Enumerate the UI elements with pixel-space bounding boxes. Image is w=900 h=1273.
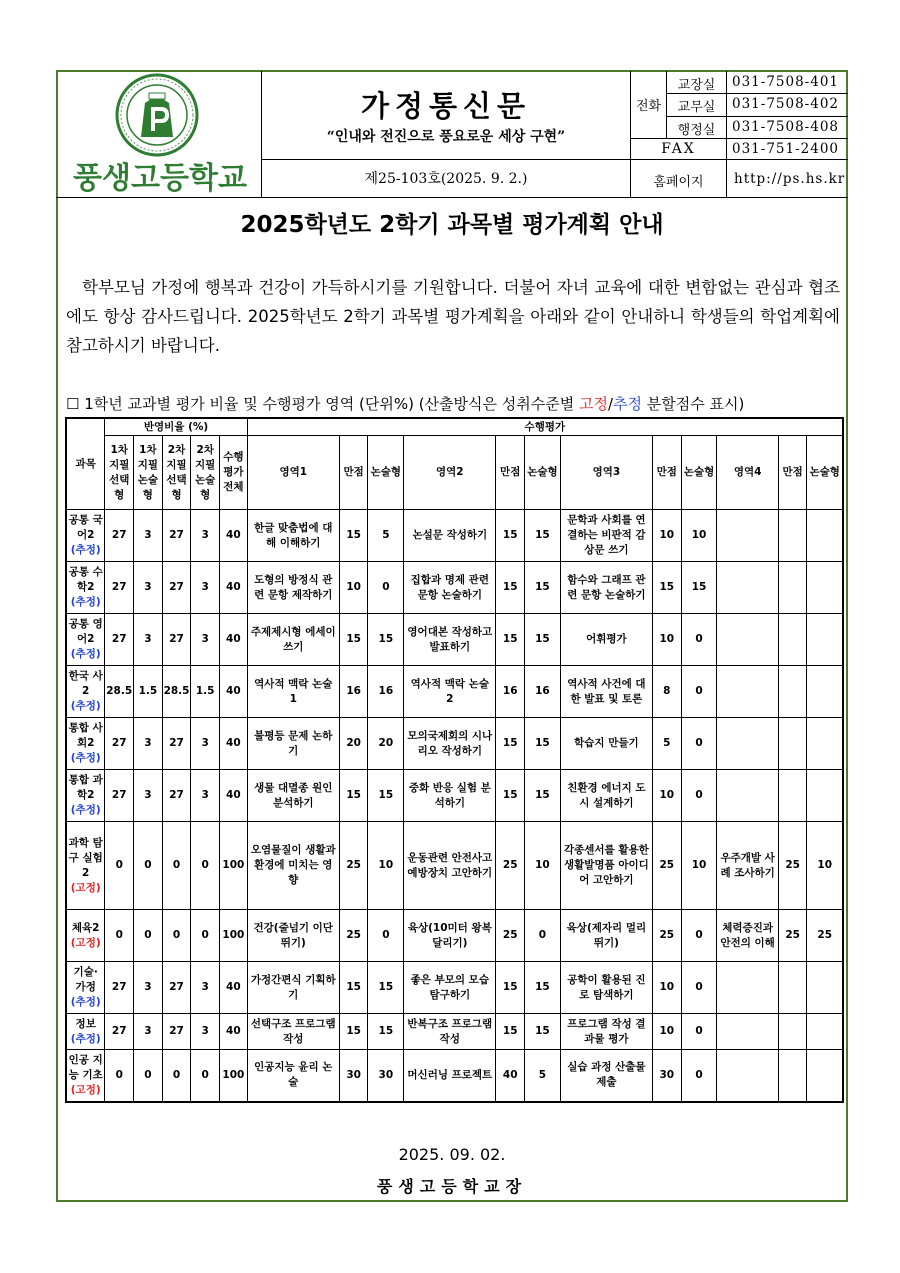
area-cell xyxy=(717,614,778,666)
header-ratio: 1차 지필 선택형 xyxy=(105,436,134,510)
section-heading xyxy=(66,393,856,414)
essay-cell: 0 xyxy=(681,614,717,666)
contact-label: 행정실 xyxy=(677,123,716,138)
header-ratio-group: 반영비율 (%) xyxy=(105,418,247,436)
phone-label: 전화 xyxy=(635,99,662,114)
table-row xyxy=(66,822,843,910)
header-essay: 논술형 xyxy=(681,436,717,510)
essay-cell xyxy=(807,1050,843,1102)
area-cell xyxy=(717,510,778,562)
score-cell: 25 xyxy=(496,822,525,910)
essay-cell: 10 xyxy=(681,822,717,910)
area-cell: 학습지 만들기 xyxy=(560,718,652,770)
subject-name: 과학 탐구 실험2 xyxy=(68,836,103,879)
area-cell: 문학과 사회를 연결하는 비판적 감상문 쓰기 xyxy=(560,510,652,562)
ratio-cell: 27 xyxy=(162,770,191,822)
area-cell xyxy=(717,718,778,770)
ratio-cell: 3 xyxy=(191,718,220,770)
score-cell xyxy=(778,1014,807,1050)
score-cell: 15 xyxy=(339,770,368,822)
area-cell: 공학이 활용된 진로 탐색하기 xyxy=(560,962,652,1014)
signer: 풍생고등학교장 xyxy=(376,1177,528,1196)
header-subject: 과목 xyxy=(66,418,105,510)
ratio-cell: 27 xyxy=(162,962,191,1014)
score-cell: 25 xyxy=(652,910,681,962)
ratio-cell: 0 xyxy=(105,822,134,910)
score-cell xyxy=(778,770,807,822)
essay-cell: 0 xyxy=(681,666,717,718)
header-score: 만점 xyxy=(652,436,681,510)
fixed-label: 고정 xyxy=(578,395,608,413)
area-cell: 운동관련 안전사고 예방장치 고안하기 xyxy=(404,822,496,910)
essay-cell: 0 xyxy=(681,770,717,822)
ratio-cell: 0 xyxy=(162,910,191,962)
header-score: 만점 xyxy=(496,436,525,510)
subject-name: 기술· 가정 xyxy=(73,966,98,993)
calc-mode: (추정) xyxy=(70,700,101,712)
essay-cell: 15 xyxy=(368,614,404,666)
header-divider xyxy=(726,71,727,197)
score-cell: 25 xyxy=(778,822,807,910)
ratio-cell: 100 xyxy=(220,822,248,910)
ratio-cell: 100 xyxy=(220,1050,248,1102)
ratio-cell: 1.5 xyxy=(191,666,220,718)
score-cell: 15 xyxy=(496,510,525,562)
ratio-cell: 3 xyxy=(134,770,163,822)
area-cell: 모의국제회의 시나리오 작성하기 xyxy=(404,718,496,770)
newsletter-title: 가정통신문 xyxy=(360,89,532,123)
ratio-cell: 27 xyxy=(162,562,191,614)
area-cell: 한글 맞춤법에 대해 이해하기 xyxy=(247,510,339,562)
header-ratio: 수행 평가 전체 xyxy=(220,436,248,510)
table-row xyxy=(66,1050,843,1102)
ratio-cell: 40 xyxy=(220,1014,248,1050)
ratio-cell: 0 xyxy=(162,1050,191,1102)
ratio-cell: 3 xyxy=(191,770,220,822)
area-cell: 중화 반응 실험 분석하기 xyxy=(404,770,496,822)
area-cell: 영어대본 작성하고 발표하기 xyxy=(404,614,496,666)
header-performance-group: 수행평가 xyxy=(247,418,843,436)
ratio-cell: 27 xyxy=(162,614,191,666)
ratio-cell: 3 xyxy=(191,510,220,562)
ratio-cell: 0 xyxy=(191,822,220,910)
area-cell: 어휘평가 xyxy=(560,614,652,666)
calc-mode: (추정) xyxy=(70,648,101,660)
area-cell: 도형의 방정식 관련 문항 제작하기 xyxy=(247,562,339,614)
section-text: 1학년 교과별 평가 비율 및 수행평가 영역 (단위%) (산출방식은 성취수준별 xyxy=(79,395,579,413)
area-cell xyxy=(717,562,778,614)
area-cell xyxy=(717,962,778,1014)
header-divider xyxy=(666,116,848,117)
table-row xyxy=(66,562,843,614)
table-body xyxy=(66,510,843,1102)
essay-cell: 15 xyxy=(525,770,561,822)
essay-cell: 15 xyxy=(525,562,561,614)
evaluation-table xyxy=(65,417,844,1103)
header-essay: 논술형 xyxy=(807,436,843,510)
ratio-cell: 3 xyxy=(191,962,220,1014)
essay-cell: 10 xyxy=(368,822,404,910)
area-cell: 불평등 문제 논하기 xyxy=(247,718,339,770)
score-cell: 15 xyxy=(496,770,525,822)
essay-cell: 10 xyxy=(807,822,843,910)
section-slash: / xyxy=(607,395,614,413)
calc-mode: (추정) xyxy=(70,1032,101,1045)
essay-cell: 20 xyxy=(368,718,404,770)
score-cell: 15 xyxy=(496,962,525,1014)
subject-cell xyxy=(66,910,105,962)
score-cell: 15 xyxy=(339,614,368,666)
calc-mode: (추정) xyxy=(70,804,101,816)
essay-cell: 15 xyxy=(681,562,717,614)
area-cell: 역사적 맥락 논술1 xyxy=(247,666,339,718)
table-row xyxy=(66,1014,843,1050)
ratio-cell: 27 xyxy=(162,1014,191,1050)
subject-name: 체육2 xyxy=(71,921,100,934)
essay-cell: 0 xyxy=(525,910,561,962)
score-cell: 15 xyxy=(496,614,525,666)
ratio-cell: 0 xyxy=(134,1050,163,1102)
header-divider xyxy=(262,159,848,160)
essay-cell: 30 xyxy=(368,1050,404,1102)
area-cell: 육상(10미터 왕복달리기) xyxy=(404,910,496,962)
table-row xyxy=(66,910,843,962)
ratio-cell: 0 xyxy=(134,822,163,910)
score-cell: 30 xyxy=(652,1050,681,1102)
score-cell: 25 xyxy=(339,910,368,962)
school-motto: “인내와 전진으로 풍요로운 세상 구현” xyxy=(326,129,566,145)
school-name: 풍생고등학교 xyxy=(73,161,247,196)
essay-cell: 16 xyxy=(525,666,561,718)
score-cell: 15 xyxy=(339,962,368,1014)
area-cell: 친환경 에너지 도시 설계하기 xyxy=(560,770,652,822)
score-cell: 30 xyxy=(339,1050,368,1102)
subject-cell xyxy=(66,562,105,614)
subject-name: 통합 사회2 xyxy=(68,722,103,749)
area-cell: 집합과 명제 관련 문항 논술하기 xyxy=(404,562,496,614)
essay-cell: 15 xyxy=(525,962,561,1014)
subject-cell xyxy=(66,1014,105,1050)
ratio-cell: 3 xyxy=(134,962,163,1014)
area-cell: 육상(제자리 멀리뛰기) xyxy=(560,910,652,962)
score-cell: 25 xyxy=(496,910,525,962)
header-essay: 논술형 xyxy=(525,436,561,510)
area-cell: 논설문 작성하기 xyxy=(404,510,496,562)
ratio-cell: 3 xyxy=(134,614,163,666)
score-cell: 15 xyxy=(496,562,525,614)
score-cell: 16 xyxy=(496,666,525,718)
checkbox-icon: ☐ xyxy=(66,395,80,413)
ratio-cell: 0 xyxy=(191,910,220,962)
essay-cell: 15 xyxy=(368,962,404,1014)
calc-mode: (추정) xyxy=(70,596,101,608)
essay-cell: 25 xyxy=(807,910,843,962)
calc-mode: (추정) xyxy=(70,752,101,764)
ratio-cell: 40 xyxy=(220,510,248,562)
ratio-cell: 0 xyxy=(191,1050,220,1102)
area-cell: 함수와 그래프 관련 문항 논술하기 xyxy=(560,562,652,614)
header-area: 영역3 xyxy=(560,436,652,510)
ratio-cell: 3 xyxy=(134,562,163,614)
ratio-cell: 27 xyxy=(162,510,191,562)
intro-paragraph: 학부모님 가정에 행복과 건강이 가득하시기를 기원합니다. 더불어 자녀 교육에 대한 변함없는 관심과 협조에도 항상 감사드립니다. 2025학년도 2학기 과목별 평가계획을 아래와 같이 안내하니 학생들의 학업계획에 참고하시기 바랍니다. xyxy=(66,278,840,355)
essay-cell: 15 xyxy=(525,718,561,770)
section-text-end: 분할점수 표시) xyxy=(642,395,745,413)
score-cell: 10 xyxy=(652,614,681,666)
score-cell: 15 xyxy=(339,510,368,562)
score-cell: 15 xyxy=(496,718,525,770)
area-cell: 오염물질이 생활과 환경에 미치는 영향 xyxy=(247,822,339,910)
contact-number: 031-7508-408 xyxy=(732,119,840,135)
header-divider xyxy=(630,138,848,139)
area-cell xyxy=(717,1050,778,1102)
table-row xyxy=(66,962,843,1014)
contact-label: 교장실 xyxy=(677,78,716,93)
area-cell: 역사적 사건에 대한 발표 및 토론 xyxy=(560,666,652,718)
area-cell: 생물 대멸종 원인 분석하기 xyxy=(247,770,339,822)
area-cell: 머신러닝 프로젝트 xyxy=(404,1050,496,1102)
score-cell: 25 xyxy=(652,822,681,910)
score-cell xyxy=(778,962,807,1014)
score-cell: 40 xyxy=(496,1050,525,1102)
area-cell: 반복구조 프로그램 작성 xyxy=(404,1014,496,1050)
essay-cell: 15 xyxy=(525,510,561,562)
score-cell xyxy=(778,718,807,770)
area-cell: 인공지능 윤리 논술 xyxy=(247,1050,339,1102)
score-cell: 5 xyxy=(652,718,681,770)
area-cell: 가정간편식 기획하기 xyxy=(247,962,339,1014)
calc-mode: (추정) xyxy=(70,996,101,1008)
score-cell xyxy=(778,510,807,562)
ratio-cell: 3 xyxy=(134,1014,163,1050)
area-cell: 실습 과정 산출물 제출 xyxy=(560,1050,652,1102)
ratio-cell: 1.5 xyxy=(134,666,163,718)
ratio-cell: 3 xyxy=(134,718,163,770)
area-cell: 주제제시형 에세이 쓰기 xyxy=(247,614,339,666)
ratio-cell: 40 xyxy=(220,614,248,666)
subject-name: 통합 과학2 xyxy=(68,774,103,801)
essay-cell: 10 xyxy=(681,510,717,562)
issue-date: 2025. 09. 02. xyxy=(398,1145,506,1164)
area-cell: 프로그램 작성 결과물 평가 xyxy=(560,1014,652,1050)
ratio-cell: 28.5 xyxy=(105,666,134,718)
score-cell: 15 xyxy=(496,1014,525,1050)
table-row xyxy=(66,510,843,562)
contact-label: 교무실 xyxy=(677,100,716,115)
header-area: 영역2 xyxy=(404,436,496,510)
essay-cell xyxy=(807,510,843,562)
header-area: 영역4 xyxy=(717,436,778,510)
score-cell: 10 xyxy=(652,1014,681,1050)
score-cell: 16 xyxy=(339,666,368,718)
essay-cell: 15 xyxy=(525,614,561,666)
calc-mode: (추정) xyxy=(70,544,101,556)
ratio-cell: 28.5 xyxy=(162,666,191,718)
essay-cell: 0 xyxy=(681,1050,717,1102)
calc-mode: (고정) xyxy=(70,936,101,949)
header-area: 영역1 xyxy=(247,436,339,510)
essay-cell: 0 xyxy=(368,562,404,614)
table-row xyxy=(66,718,843,770)
essay-cell xyxy=(807,562,843,614)
ratio-cell: 100 xyxy=(220,910,248,962)
essay-cell: 0 xyxy=(681,962,717,1014)
score-cell xyxy=(778,614,807,666)
score-cell xyxy=(778,666,807,718)
contact-number: 031-7508-402 xyxy=(732,96,840,112)
ratio-cell: 27 xyxy=(105,962,134,1014)
score-cell: 10 xyxy=(652,510,681,562)
essay-cell: 5 xyxy=(525,1050,561,1102)
subject-cell xyxy=(66,718,105,770)
subject-name: 인공 지능 기초 xyxy=(68,1053,103,1081)
subject-cell xyxy=(66,962,105,1014)
homepage-label: 홈페이지 xyxy=(653,175,704,190)
score-cell: 25 xyxy=(778,910,807,962)
essay-cell: 0 xyxy=(368,910,404,962)
subject-cell xyxy=(66,822,105,910)
score-cell: 10 xyxy=(339,562,368,614)
ratio-cell: 0 xyxy=(105,910,134,962)
ratio-cell: 40 xyxy=(220,718,248,770)
header-score: 만점 xyxy=(778,436,807,510)
subject-name: 공통 국어2 xyxy=(68,514,103,541)
page-title: 2025학년도 2학기 과목별 평가계획 안내 xyxy=(240,212,664,238)
area-cell: 좋은 부모의 모습 탐구하기 xyxy=(404,962,496,1014)
essay-cell: 15 xyxy=(368,770,404,822)
essay-cell xyxy=(807,962,843,1014)
calc-mode: (고정) xyxy=(70,1083,101,1096)
subject-name: 한국 사2 xyxy=(68,670,103,697)
score-cell: 20 xyxy=(339,718,368,770)
subject-cell xyxy=(66,770,105,822)
contact-number: 031-7508-401 xyxy=(732,74,840,90)
score-cell: 8 xyxy=(652,666,681,718)
area-cell xyxy=(717,770,778,822)
score-cell: 15 xyxy=(339,1014,368,1050)
essay-cell xyxy=(807,1014,843,1050)
header-score: 만점 xyxy=(339,436,368,510)
ratio-cell: 0 xyxy=(105,1050,134,1102)
ratio-cell: 27 xyxy=(105,770,134,822)
subject-cell xyxy=(66,666,105,718)
subject-cell xyxy=(66,1050,105,1102)
calc-mode: (고정) xyxy=(70,881,101,894)
header-essay: 논술형 xyxy=(368,436,404,510)
essay-cell xyxy=(807,666,843,718)
ratio-cell: 40 xyxy=(220,666,248,718)
ratio-cell: 3 xyxy=(134,510,163,562)
fax-number: 031-751-2400 xyxy=(732,141,840,157)
essay-cell: 5 xyxy=(368,510,404,562)
ratio-cell: 0 xyxy=(162,822,191,910)
ratio-cell: 40 xyxy=(220,770,248,822)
ratio-cell: 3 xyxy=(191,562,220,614)
essay-cell: 16 xyxy=(368,666,404,718)
subject-cell xyxy=(66,614,105,666)
essay-cell: 10 xyxy=(525,822,561,910)
ratio-cell: 27 xyxy=(105,614,134,666)
area-cell xyxy=(717,666,778,718)
score-cell xyxy=(778,1050,807,1102)
ratio-cell: 27 xyxy=(162,718,191,770)
essay-cell: 0 xyxy=(681,910,717,962)
subject-cell xyxy=(66,510,105,562)
essay-cell: 0 xyxy=(681,718,717,770)
issue-number: 제25-103호(2025. 9. 2.) xyxy=(364,171,528,187)
score-cell: 25 xyxy=(339,822,368,910)
area-cell: 각종센서를 활용한 생활발명품 아이디어 고안하기 xyxy=(560,822,652,910)
ratio-cell: 27 xyxy=(105,1014,134,1050)
table-row xyxy=(66,614,843,666)
header-ratio: 1차 지필 논술형 xyxy=(134,436,163,510)
subject-name: 정보 xyxy=(75,1017,96,1030)
estimate-label: 추정 xyxy=(613,395,643,413)
area-cell xyxy=(717,1014,778,1050)
area-cell: 선택구조 프로그램 작성 xyxy=(247,1014,339,1050)
essay-cell: 0 xyxy=(681,1014,717,1050)
area-cell: 역사적 맥락 논술2 xyxy=(404,666,496,718)
header-bottom-rule xyxy=(56,197,848,198)
subject-name: 공통 수학2 xyxy=(68,566,103,593)
table-row xyxy=(66,770,843,822)
essay-cell xyxy=(807,614,843,666)
essay-cell: 15 xyxy=(368,1014,404,1050)
ratio-cell: 0 xyxy=(134,910,163,962)
table-row xyxy=(66,666,843,718)
score-cell: 10 xyxy=(652,962,681,1014)
ratio-cell: 3 xyxy=(191,1014,220,1050)
header-ratio: 2차 지필 선택형 xyxy=(162,436,191,510)
score-cell xyxy=(778,562,807,614)
area-cell: 우주개발 사례 조사하기 xyxy=(717,822,778,910)
ratio-cell: 3 xyxy=(191,614,220,666)
fax-label: FAX xyxy=(661,141,696,157)
header-ratio: 2차 지필 논술형 xyxy=(191,436,220,510)
homepage-link[interactable]: http://ps.hs.kr xyxy=(734,171,846,187)
area-cell: 건강(줄넘기 이단뛰기) xyxy=(247,910,339,962)
ratio-cell: 40 xyxy=(220,962,248,1014)
essay-cell xyxy=(807,718,843,770)
header-divider xyxy=(666,93,848,94)
score-cell: 15 xyxy=(652,562,681,614)
score-cell: 10 xyxy=(652,770,681,822)
ratio-cell: 27 xyxy=(105,718,134,770)
ratio-cell: 27 xyxy=(105,510,134,562)
essay-cell: 15 xyxy=(525,1014,561,1050)
school-emblem xyxy=(115,73,199,157)
ratio-cell: 27 xyxy=(105,562,134,614)
ratio-cell: 40 xyxy=(220,562,248,614)
essay-cell xyxy=(807,770,843,822)
area-cell: 체력증진과 안전의 이해 xyxy=(717,910,778,962)
subject-name: 공통 영어2 xyxy=(68,618,103,645)
